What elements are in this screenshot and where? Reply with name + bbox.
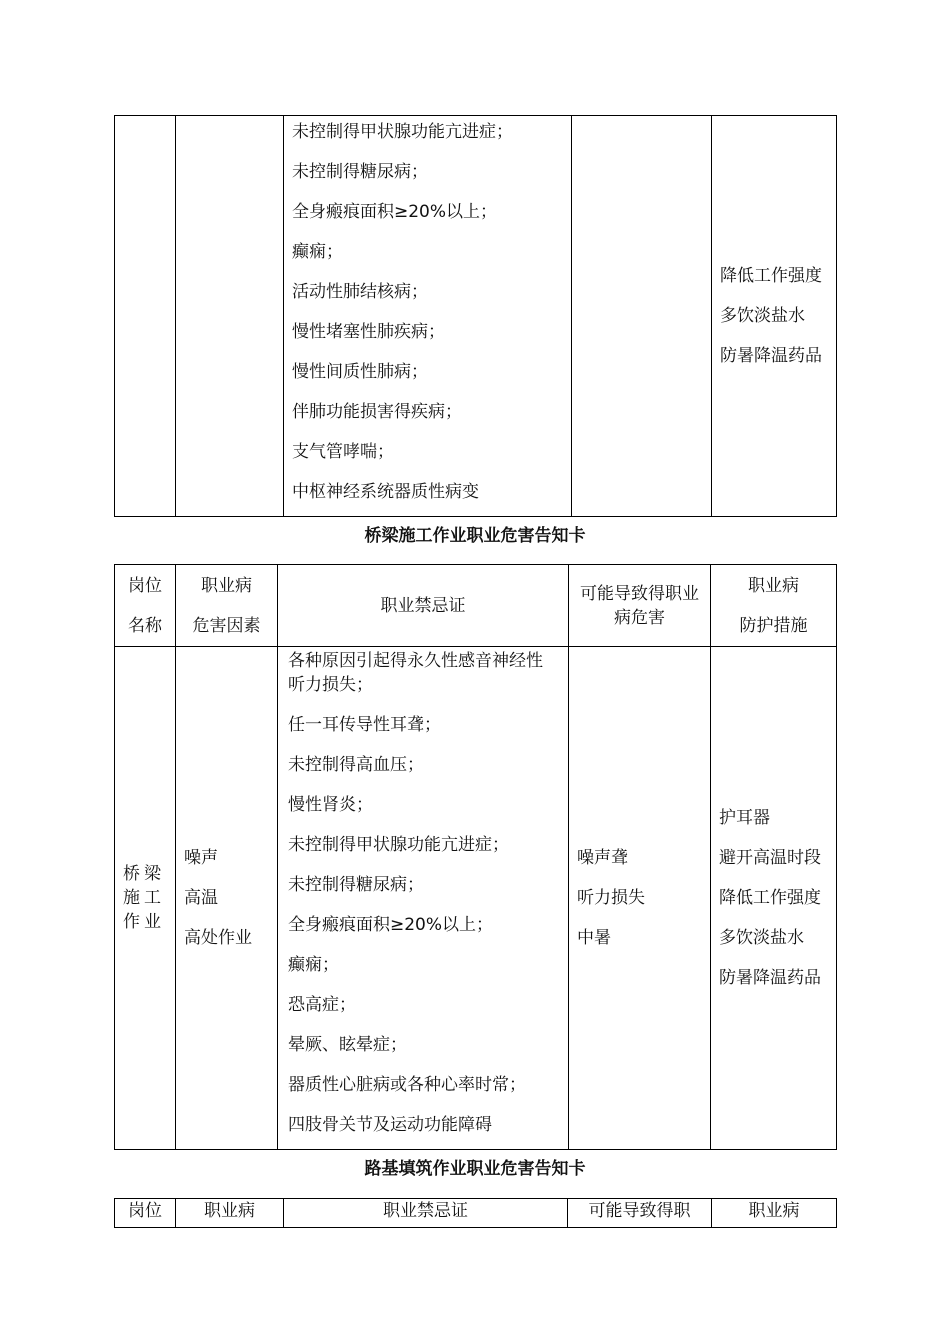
- contraindication-item: 未控制得甲状腺功能亢进症；: [292, 122, 513, 142]
- disease-item: 中暑: [577, 928, 611, 948]
- contraindications-cell: [278, 647, 569, 1150]
- protection-item: 防暑降温药品: [719, 968, 821, 988]
- contraindication-item: 未控制得糖尿病；: [288, 875, 424, 895]
- contraindication-item: 器质性心脏病或各种心率时常；: [288, 1075, 526, 1095]
- hazard-item: 高处作业: [184, 928, 252, 948]
- disease-item: 噪声聋: [577, 848, 628, 868]
- contraindication-list: [288, 649, 558, 1137]
- protection-list: [719, 806, 828, 990]
- header-possible-disease: 可能导致得职: [568, 1199, 712, 1228]
- disease-item: 听力损失: [577, 888, 645, 908]
- header-post-line2: 名称: [128, 615, 162, 636]
- header-post-name: [115, 565, 176, 647]
- contraindication-item: 未控制得高血压；: [288, 755, 424, 775]
- contraindication-item: 支气管哮喘；: [292, 442, 394, 462]
- contraindication-item: 慢性间质性肺病；: [292, 362, 428, 382]
- protection-item: 防暑降温药品: [720, 346, 822, 366]
- contraindication-item: 活动性肺结核病；: [292, 282, 428, 302]
- protection-cell: [712, 116, 837, 517]
- post-name-text: 桥梁施工作业: [123, 864, 165, 932]
- contraindication-item: 癫痫；: [292, 242, 343, 262]
- disease-list: [577, 846, 702, 950]
- header-possible-disease: [569, 565, 711, 647]
- contraindication-item: 四肢骨关节及运动功能障碍: [288, 1115, 492, 1135]
- contraindication-item: 全身瘢痕面积≥20%以上；: [288, 915, 494, 935]
- header-hazard-factors: 职业病: [176, 1199, 284, 1228]
- protection-item: 降低工作强度: [720, 266, 822, 286]
- hazard-item: 高温: [184, 888, 218, 908]
- contraindication-item: 全身瘢痕面积≥20%以上；: [292, 202, 498, 222]
- disease-cell: [572, 116, 712, 517]
- roadbed-section-title: 路基填筑作业职业危害告知卡: [364, 1159, 586, 1179]
- header-hazard-factors: [176, 565, 278, 647]
- header-post-name: 岗位: [115, 1199, 176, 1228]
- header-hazard-line1: 职业病: [201, 575, 252, 596]
- header-post-line1: 岗位: [128, 575, 162, 596]
- protection-item: 多饮淡盐水: [720, 306, 805, 326]
- contraindication-item: 慢性肾炎；: [288, 795, 373, 815]
- disease-cell: [569, 647, 711, 1150]
- contraindication-item: 慢性堵塞性肺疾病；: [292, 322, 445, 342]
- protection-item: 护耳器: [719, 808, 770, 828]
- contraindication-item: 晕厥、眩晕症；: [288, 1035, 407, 1055]
- protection-item: 避开高温时段: [719, 848, 821, 868]
- contraindications-cell: [284, 116, 572, 517]
- contraindication-list: [292, 120, 563, 504]
- contraindication-item: 未控制得糖尿病；: [292, 162, 428, 182]
- header-disease-label: 可能导致得职业病危害: [580, 583, 699, 628]
- header-hazard-line2: 危害因素: [192, 615, 261, 636]
- contraindication-item: 中枢神经系统器质性病变: [292, 482, 479, 502]
- header-contraindications: [278, 565, 569, 647]
- hazard-factor-cell: [176, 116, 284, 517]
- contraindication-item: 伴肺功能损害得疾病；: [292, 402, 462, 422]
- top-continuation-table: [114, 115, 837, 517]
- header-contra-label: 职业禁忌证: [380, 595, 466, 616]
- hazard-list: [184, 846, 269, 950]
- bridge-hazard-table: [114, 564, 837, 1150]
- header-protection: [711, 565, 837, 647]
- post-name-cell: [115, 116, 176, 517]
- contraindication-item: 任一耳传导性耳聋；: [288, 715, 441, 735]
- protection-cell: [711, 647, 837, 1150]
- protection-list: [720, 264, 828, 368]
- contraindication-item: 恐高症；: [288, 995, 356, 1015]
- header-protection: 职业病: [712, 1199, 837, 1228]
- roadbed-hazard-table: [114, 1198, 837, 1228]
- contraindication-item: 各种原因引起得永久性感音神经性听力损失；: [288, 651, 543, 695]
- header-contraindications: 职业禁忌证: [284, 1199, 568, 1228]
- hazard-item: 噪声: [184, 848, 218, 868]
- protection-item: 多饮淡盐水: [719, 928, 804, 948]
- header-protect-line2: 防护措施: [739, 615, 808, 636]
- hazard-factor-cell: [176, 647, 278, 1150]
- header-protect-line1: 职业病: [748, 575, 799, 596]
- contraindication-item: 癫痫；: [288, 955, 339, 975]
- protection-item: 降低工作强度: [719, 888, 821, 908]
- contraindication-item: 未控制得甲状腺功能亢进症；: [288, 835, 509, 855]
- post-name-cell: [115, 647, 176, 1150]
- bridge-section-title: 桥梁施工作业职业危害告知卡: [364, 526, 586, 546]
